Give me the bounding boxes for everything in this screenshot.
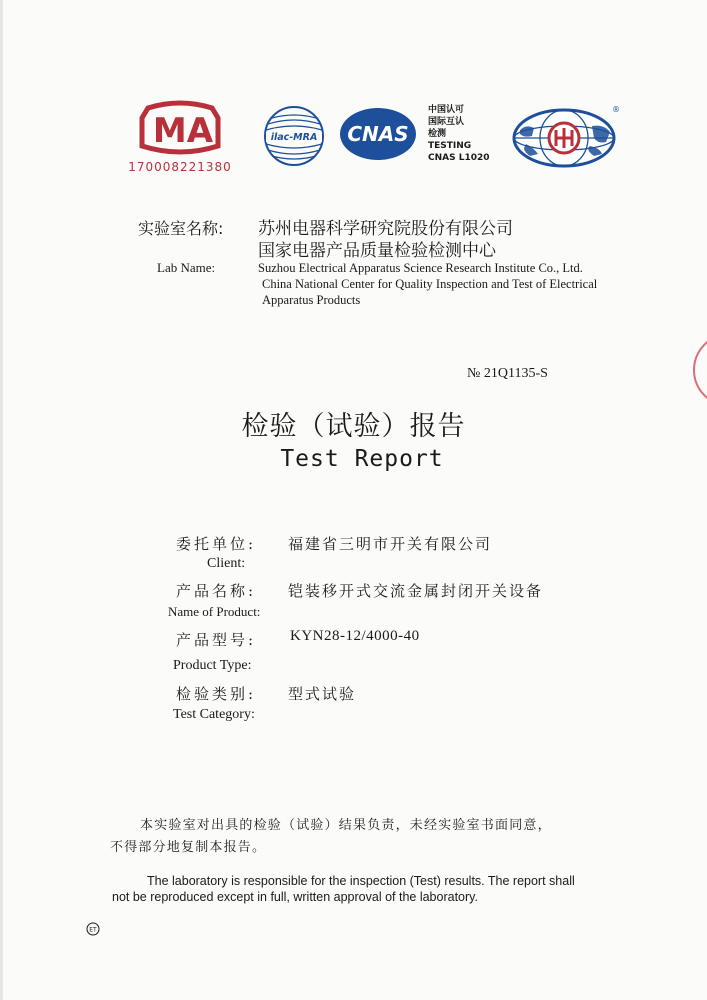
disclaimer-cn-line-1: 本实验室对出具的检验（试验）结果负责，未经实验室书面同意， [140, 818, 552, 833]
globe-emblem-logo [512, 102, 622, 170]
lab-name-label-en: Lab Name: [157, 260, 216, 275]
cnas-side-line: CNAS L1020 [428, 153, 490, 163]
lab-name-en-line-2: China National Center for Quality Inspection and Test of Electrical [262, 277, 598, 291]
lab-name-cn-line-2: 国家电器产品质量检验检测中心 [258, 241, 496, 261]
product-type-label-cn: 产品型号: [176, 631, 257, 649]
product-type-label-en: Product Type: [173, 658, 252, 673]
cnas-text: CNAS [347, 122, 409, 146]
scan-edge [0, 0, 3, 1000]
product-name-label-en: Name of Product: [168, 604, 261, 619]
registered-mark: ® [612, 105, 620, 114]
cma-logo [126, 100, 234, 178]
disclaimer-en-line-2: not be reproduced except in full, written approval of the laboratory. [112, 890, 478, 904]
lab-name-en-line-3: Apparatus Products [262, 293, 361, 307]
ilac-mra-logo [260, 104, 328, 168]
et-mark-text: ET [89, 926, 97, 934]
cnas-logo [338, 106, 418, 162]
cnas-side-line: 中国认可 [428, 105, 465, 115]
report-title-en: Test Report [280, 446, 444, 472]
cma-letters: MA [152, 111, 214, 151]
test-category-value: 型式试验 [288, 685, 357, 703]
cnas-side-line: 国际互认 [428, 117, 465, 127]
product-name-label-cn: 产品名称: [176, 582, 257, 600]
lab-name-en-line-1: Suzhou Electrical Apparatus Science Research Institute Co., Ltd. [258, 261, 583, 275]
lab-name-cn-line-1: 苏州电器科学研究院股份有限公司 [258, 219, 513, 239]
test-category-label-cn: 检验类别: [176, 685, 257, 703]
client-value: 福建省三明市开关有限公司 [288, 535, 493, 553]
cnas-side-line: TESTING [428, 141, 472, 151]
client-label-cn: 委托单位: [176, 535, 257, 553]
test-category-label-en: Test Category: [173, 707, 255, 722]
lab-name-label-cn: 实验室名称: [138, 219, 224, 238]
client-label-en: Client: [207, 556, 246, 571]
disclaimer-en-line-1: The laboratory is responsible for the inspection (Test) results. The report shall [147, 874, 575, 888]
cma-number: 170008221380 [128, 160, 232, 174]
et-mark-icon [86, 922, 100, 936]
report-title-cn: 检验（试验）报告 [241, 411, 466, 442]
report-number: № 21Q1135-S [467, 366, 548, 381]
cnas-side-caption [428, 104, 490, 164]
cnas-side-line: 检测 [428, 129, 447, 139]
partial-seal-stamp [690, 330, 707, 410]
product-name-value: 铠装移开式交流金属封闭开关设备 [288, 582, 544, 600]
product-type-value: KYN28-12/4000-40 [290, 628, 420, 644]
disclaimer-cn-line-2: 不得部分地复制本报告。 [110, 840, 267, 855]
ilac-text: ilac-MRA [270, 132, 318, 143]
